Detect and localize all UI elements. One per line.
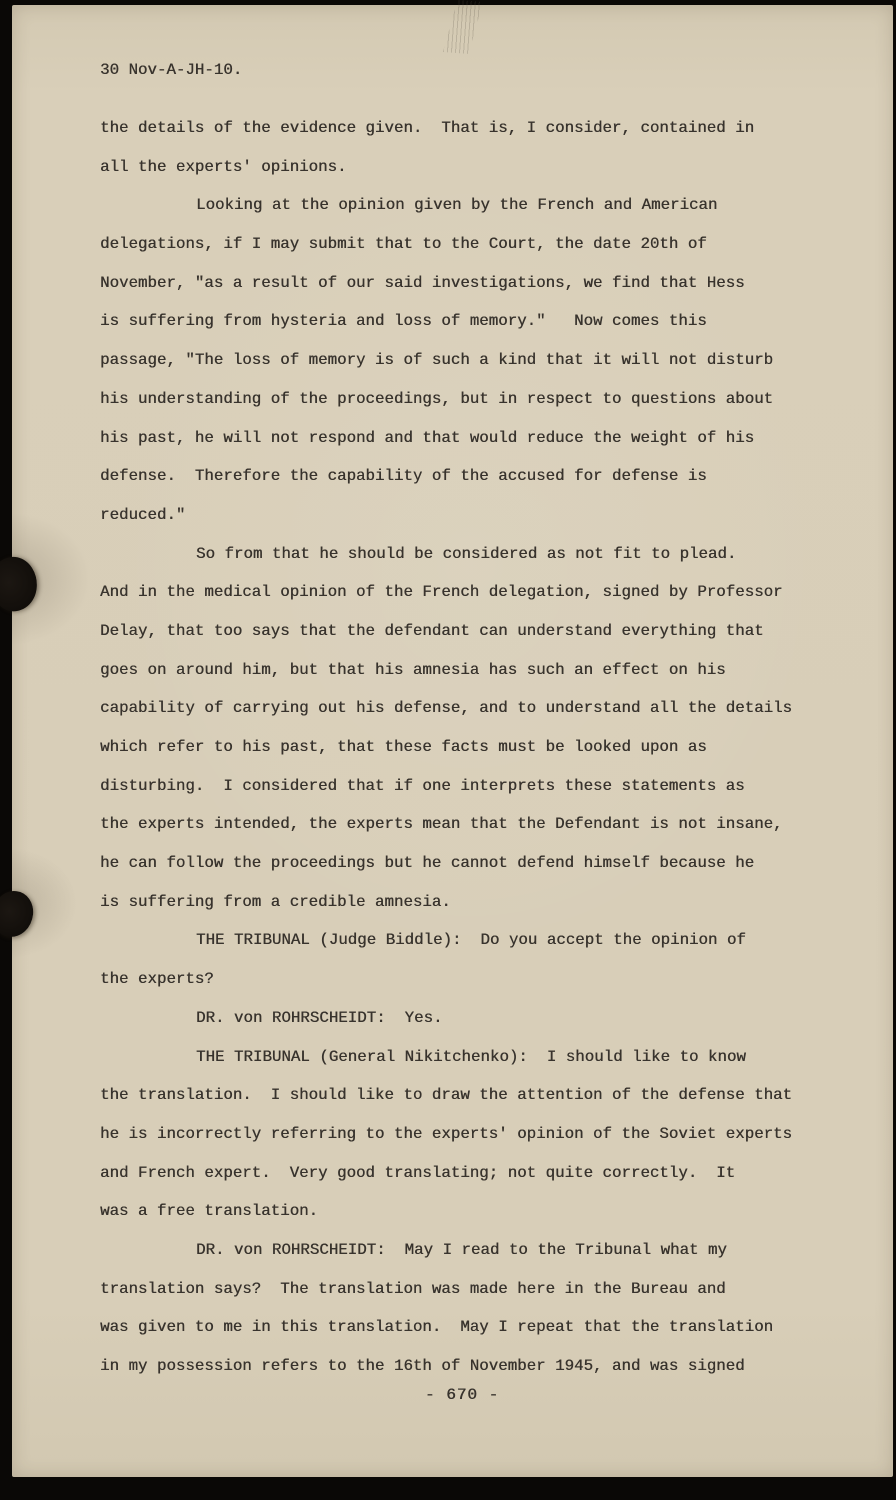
- paragraph: [100, 535, 824, 922]
- text-line: capability of carrying out his defense, and to understand all the details: [100, 699, 793, 718]
- text-line: DR. von ROHRSCHEIDT: May I read to the Tribunal what my: [196, 1240, 727, 1259]
- text-line: which refer to his past, that these facts must be looked upon as: [100, 738, 707, 756]
- paragraph: [100, 1231, 824, 1386]
- text-line: the experts intended, the experts mean that the Defendant is not insane,: [100, 815, 783, 834]
- text-line: his past, he will not respond and that would reduce the weight of his: [100, 428, 755, 447]
- paper-sheet: [12, 5, 893, 1477]
- text-line: was given to me in this translation. May I repeat that the translation: [100, 1318, 774, 1337]
- text-line: is suffering from hysteria and loss of memory." Now comes this: [100, 312, 707, 331]
- text-line: was a free translation.: [100, 1202, 319, 1221]
- text-line: all the experts' opinions.: [100, 157, 347, 176]
- text-line: the experts?: [100, 970, 214, 989]
- text-line: Looking at the opinion given by the French and American: [196, 196, 718, 215]
- paragraph: [100, 999, 824, 1038]
- text-line: and French expert. Very good translating; not quite correctly. It: [100, 1163, 736, 1182]
- paragraph: [100, 921, 824, 998]
- text-line: delegations, if I may submit that to the Court, the date 20th of: [100, 235, 707, 254]
- text-line: is suffering from a credible amnesia.: [100, 892, 451, 911]
- text-line: his understanding of the proceedings, but in respect to questions about: [100, 389, 774, 408]
- text-line: THE TRIBUNAL (Judge Biddle): Do you accept the opinion of: [196, 931, 746, 950]
- text-line: November, "as a result of our said investigations, we find that Hess: [100, 273, 745, 292]
- text-line: the details of the evidence given. That is, I consider, contained in: [100, 119, 755, 137]
- pencil-smudge: [443, 0, 483, 54]
- page-number: - 670 -: [424, 1386, 500, 1404]
- document-body: [100, 109, 824, 1386]
- text-line: passage, "The loss of memory is of such a kind that it will not disturb: [100, 351, 774, 370]
- text-line: reduced.": [100, 505, 186, 524]
- paragraph: [100, 186, 824, 534]
- text-line: in my possession refers to the 16th of November 1945, and was signed: [100, 1357, 745, 1375]
- text-line: goes on around him, but that his amnesia has such an effect on his: [100, 660, 726, 679]
- text-line: And in the medical opinion of the French delegation, signed by Professor: [100, 583, 783, 602]
- paragraph: [100, 1038, 824, 1231]
- text-line: the translation. I should like to draw the attention of the defense that: [100, 1086, 793, 1105]
- text-line: So from that he should be considered as not fit to plead.: [196, 544, 737, 563]
- text-line: DR. von ROHRSCHEIDT: Yes.: [196, 1008, 443, 1027]
- text-line: disturbing. I considered that if one interprets these statements as: [100, 776, 745, 795]
- document-header: 30 Nov-A-JH-10.: [100, 61, 243, 79]
- text-line: translation says? The translation was made here in the Bureau and: [100, 1279, 726, 1298]
- text-line: THE TRIBUNAL (General Nikitchenko): I should like to know: [196, 1047, 746, 1066]
- paragraph: [100, 109, 824, 186]
- text-line: he is incorrectly referring to the experts' opinion of the Soviet experts: [100, 1124, 793, 1143]
- text-line: he can follow the proceedings but he cannot defend himself because he: [100, 854, 755, 873]
- text-line: defense. Therefore the capability of the accused for defense is: [100, 467, 707, 486]
- text-line: Delay, that too says that the defendant can understand everything that: [100, 621, 764, 640]
